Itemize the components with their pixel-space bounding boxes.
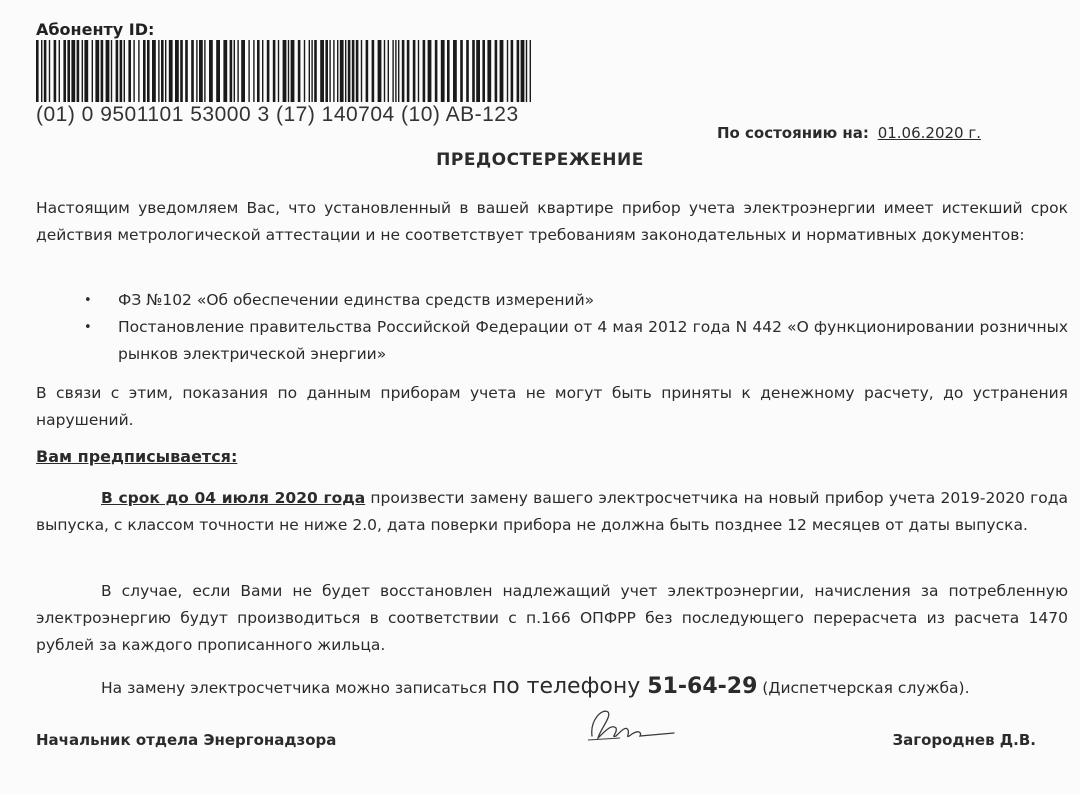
barcode-bar bbox=[49, 40, 50, 102]
handwritten-signature bbox=[580, 700, 680, 750]
barcode-bar bbox=[158, 40, 159, 102]
barcode-bar bbox=[54, 40, 57, 102]
barcode-bar bbox=[441, 40, 445, 102]
signer-name: Загороднев Д.В. bbox=[892, 731, 1036, 749]
list-item-text: ФЗ №102 «Об обеспечении единства средств измерений» bbox=[118, 291, 595, 309]
list-item-text: Постановление правительства Российской Федерации от 4 мая 2012 года N 442 «О функционировании розничных рынков электрической энергии» bbox=[118, 318, 1068, 363]
phone-label: по телефону bbox=[491, 674, 648, 699]
barcode-bar bbox=[185, 40, 188, 102]
deadline: В срок до 04 июля 2020 года bbox=[101, 489, 366, 507]
list-item bbox=[80, 287, 1068, 314]
intro-paragraph: Настоящим уведомляем Вас, что установленный в вашей квартире прибор учета электроэнергии имеет истекший срок действия метрологической аттестации и не соответствует требованиям законодательных и нормативных документов: bbox=[36, 199, 1068, 244]
barcode-bar bbox=[482, 40, 485, 102]
barcode-bar bbox=[423, 40, 426, 102]
barcode-bar bbox=[169, 40, 173, 102]
barcode-bar bbox=[435, 40, 438, 102]
barcode-bar bbox=[466, 40, 469, 102]
barcode-bar bbox=[500, 40, 504, 102]
barcode-bar bbox=[395, 40, 396, 102]
barcode-bar bbox=[230, 40, 233, 102]
barcode-bar bbox=[340, 40, 344, 102]
barcode-bar bbox=[84, 40, 88, 102]
barcode-bar bbox=[63, 40, 66, 102]
barcode-bar bbox=[453, 40, 457, 102]
list-item bbox=[80, 314, 1068, 368]
barcode-bar bbox=[309, 40, 310, 102]
barcode-bar bbox=[278, 40, 279, 102]
barcode-bar bbox=[95, 40, 99, 102]
bullet: • bbox=[84, 293, 92, 308]
barcode-bar bbox=[517, 40, 520, 102]
signer-position: Начальник отдела Энергонадзора bbox=[36, 731, 337, 749]
barcode-bar bbox=[248, 40, 249, 102]
barcode-bar bbox=[77, 40, 80, 102]
barcode-bar bbox=[59, 40, 60, 102]
barcode-bar bbox=[67, 40, 70, 102]
barcode-bar bbox=[329, 40, 330, 102]
barcode-bar bbox=[476, 40, 480, 102]
barcode-bar bbox=[304, 40, 305, 102]
barcode-bar bbox=[138, 40, 139, 102]
barcode bbox=[36, 40, 536, 102]
barcode-bar bbox=[345, 40, 346, 102]
barcode-bar bbox=[44, 40, 47, 102]
barcode-bar bbox=[237, 40, 238, 102]
barcode-bar bbox=[348, 40, 351, 102]
as-of-line bbox=[717, 124, 981, 142]
barcode-bar bbox=[116, 40, 119, 102]
barcode-bar bbox=[175, 40, 179, 102]
barcode-bar bbox=[36, 40, 39, 102]
barcode-bar bbox=[298, 40, 301, 102]
barcode-bar bbox=[407, 40, 410, 102]
barcode-bar bbox=[196, 40, 197, 102]
barcode-bar bbox=[507, 40, 508, 102]
barcode-bar bbox=[283, 40, 287, 102]
document-title: ПРЕДОСТЕРЕЖЕНИЕ bbox=[436, 150, 644, 170]
contact-paragraph bbox=[36, 672, 1068, 703]
barcode-bar bbox=[262, 40, 263, 102]
barcode-bar bbox=[180, 40, 183, 102]
barcode-bar bbox=[165, 40, 166, 102]
barcode-bar bbox=[460, 40, 463, 102]
barcode-bar bbox=[133, 40, 134, 102]
barcode-bar bbox=[384, 40, 385, 102]
barcode-bar bbox=[273, 40, 276, 102]
as-of-date: 01.06.2020 г. bbox=[877, 124, 981, 142]
barcode-bar bbox=[209, 40, 213, 102]
barcode-bar bbox=[366, 40, 369, 102]
barcode-bar bbox=[352, 40, 355, 102]
barcode-bar bbox=[314, 40, 317, 102]
barcode-bar bbox=[372, 40, 375, 102]
barcode-bar bbox=[530, 40, 531, 102]
barcode-bar bbox=[92, 40, 93, 102]
as-of-label: По состоянию на: bbox=[716, 124, 869, 142]
consequence-paragraph: В связи с этим, показания по данным приборам учета не могут быть приняты к денежному расчету, до устранения нарушений. bbox=[36, 384, 1068, 429]
barcode-bar bbox=[106, 40, 110, 102]
barcode-bar bbox=[311, 40, 312, 102]
barcode-bar bbox=[291, 40, 295, 102]
order-paragraph bbox=[36, 485, 1068, 539]
barcode-bar bbox=[511, 40, 514, 102]
barcode-bar bbox=[143, 40, 146, 102]
barcode-bar bbox=[191, 40, 194, 102]
phone-number: 51-64-29 bbox=[647, 674, 758, 699]
barcode-bar bbox=[413, 40, 416, 102]
barcode-bar bbox=[161, 40, 164, 102]
barcode-bar bbox=[234, 40, 235, 102]
barcode-bar bbox=[288, 40, 289, 102]
barcode-bar bbox=[41, 40, 42, 102]
barcode-bar bbox=[447, 40, 450, 102]
barcode-bar bbox=[241, 40, 245, 102]
barcode-bar bbox=[267, 40, 270, 102]
barcode-bar bbox=[124, 40, 125, 102]
barcode-bar bbox=[253, 40, 254, 102]
barcode-bar bbox=[361, 40, 362, 102]
barcode-bar bbox=[71, 40, 75, 102]
contact-prefix: На замену электросчетчика можно записаться bbox=[101, 679, 492, 697]
barcode-bar bbox=[402, 40, 405, 102]
barcode-bar bbox=[325, 40, 328, 102]
barcode-bar bbox=[152, 40, 156, 102]
barcode-bar bbox=[337, 40, 338, 102]
barcode-bar bbox=[472, 40, 475, 102]
subscriber-id-label: Абоненту ID: bbox=[36, 20, 155, 39]
barcode-bar bbox=[320, 40, 324, 102]
barcode-bar bbox=[257, 40, 260, 102]
barcode-bar bbox=[428, 40, 432, 102]
barcode-text: (01) 0 9501101 53000 3 (17) 140704 (10) AB-123 bbox=[36, 103, 519, 126]
barcode-bar bbox=[378, 40, 382, 102]
bullet: • bbox=[84, 320, 92, 335]
contact-suffix: (Диспетчерская служба). bbox=[757, 679, 970, 697]
barcode-bar bbox=[147, 40, 150, 102]
barcode-bar bbox=[388, 40, 389, 102]
barcode-bar bbox=[398, 40, 399, 102]
barcode-bar bbox=[128, 40, 131, 102]
barcode-bar bbox=[120, 40, 123, 102]
barcode-bar bbox=[526, 40, 527, 102]
barcode-bar bbox=[333, 40, 334, 102]
barcode-bar bbox=[392, 40, 393, 102]
barcode-bar bbox=[418, 40, 419, 102]
barcode-bar bbox=[356, 40, 359, 102]
barcode-bar bbox=[495, 40, 498, 102]
barcode-bar bbox=[101, 40, 104, 102]
barcode-bar bbox=[82, 40, 83, 102]
barcode-bar bbox=[199, 40, 203, 102]
order-text: произвести замену вашего электросчетчика на новый прибор учета 2019-2020 года выпуска, с классом точности не ниже 2.0, дата поверки прибора не должна быть позднее 12 месяцев от даты выпуска. bbox=[36, 489, 1069, 534]
documents-list bbox=[80, 287, 1068, 368]
barcode-bar bbox=[111, 40, 112, 102]
penalty-paragraph: В случае, если Вами не будет восстановлен надлежащий учет электроэнергии, начисления за потребленную электроэнергию будут производиться в соответствии с п.166 ОПФРР без последующего перерасчета из расчета 1470 рублей за каждого прописанного жильца. bbox=[36, 582, 1068, 654]
barcode-bar bbox=[216, 40, 220, 102]
barcode-bar bbox=[487, 40, 491, 102]
barcode-bar bbox=[223, 40, 227, 102]
barcode-bar bbox=[204, 40, 205, 102]
barcode-bar bbox=[521, 40, 525, 102]
order-heading: Вам предписывается: bbox=[36, 447, 238, 466]
